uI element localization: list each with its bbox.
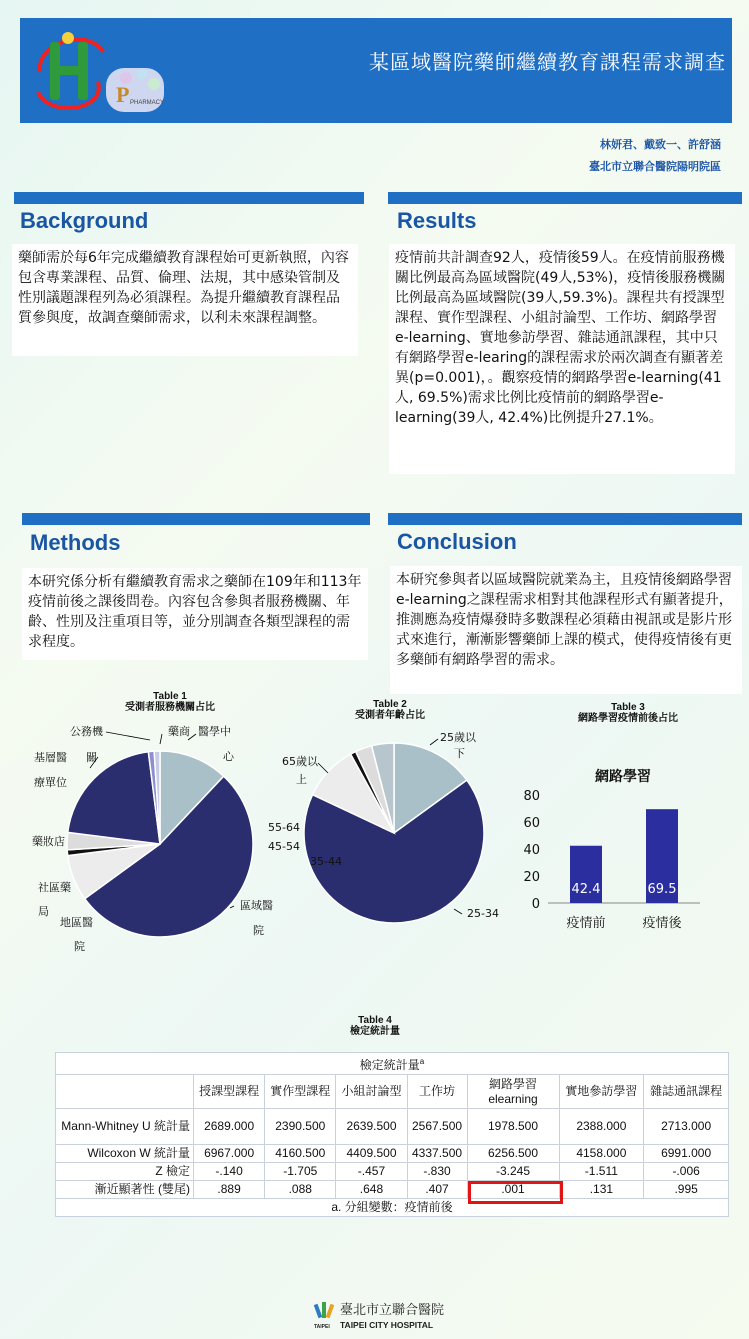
bar-y-tick-1: 20 — [523, 870, 540, 885]
col-header-group: 小組討論型 — [336, 1075, 407, 1109]
results-text: 疫情前共計調查92人，疫情後59人。在疫情前服務機關比例最高為區域醫院(49人,53%)，疫情後服務機關比例最高為區域醫院(39人,59.3%)。課程共有授課型課程、實作型課程、小組討論型、工作坊、網路學習e-learning、實地參訪學習、雜誌通訊課程，其中只有網路學習e-learing的課程需求於兩次調查有顯著差異(p=0.001)，。觀察疫情的網路學習e-learning(41人, 69.5%)需求比例比疫情前的網路學習e-learning(39人, 42.4%)比例提升27.1%。 — [389, 244, 735, 474]
bar-category-label-1: 疫情後 — [642, 916, 682, 931]
methods-title: Methods — [30, 530, 121, 555]
table-cell: 2390.500 — [265, 1109, 336, 1145]
bar-y-tick-4: 80 — [523, 789, 540, 804]
table4-caption-line1: Table 4 — [358, 1015, 392, 1026]
table2-pie-chart — [262, 725, 502, 935]
pharmacy-badge — [106, 68, 164, 112]
footer-small-mark: TAIPEI — [314, 1324, 330, 1330]
pie1-label-regional-2: 院 — [253, 924, 264, 937]
table-footnote: a. 分組變數：疫情前後 — [56, 1199, 729, 1217]
table2-caption-line2: 受測者年齡占比 — [355, 710, 425, 721]
conclusion-title: Conclusion — [397, 529, 517, 554]
authors-block — [589, 134, 721, 178]
table-cell: 6256.500 — [467, 1145, 559, 1163]
table-cell: 2713.000 — [644, 1109, 729, 1145]
table-header-title — [56, 1053, 729, 1075]
pie1-label-district-1: 地區醫 — [60, 916, 93, 929]
bar-data-label-0: 42.4 — [571, 882, 601, 897]
pie1-label-medical-center-1: 醫學中 — [198, 725, 231, 738]
table-corner-cell — [56, 1075, 194, 1109]
test-statistics-table — [55, 1052, 729, 1217]
table-cell: 2639.500 — [336, 1109, 407, 1145]
table-cell: 4337.500 — [407, 1145, 467, 1163]
table3-caption — [558, 702, 698, 724]
table-cell: -3.245 — [467, 1163, 559, 1181]
table-header-title-text: 檢定統計量 — [359, 1058, 420, 1072]
pie1-label-community-2: 局 — [38, 905, 49, 918]
col-header-lecture: 授課型課程 — [194, 1075, 265, 1109]
pie1-label-medical-center-2: 心 — [223, 750, 234, 763]
footer-name-zh: 臺北市立聯合醫院 — [340, 1303, 445, 1318]
table-cell: -1.511 — [559, 1163, 644, 1181]
pie2-label-25-34: 25-34 — [467, 907, 499, 920]
table-title-row — [56, 1053, 729, 1075]
table-cell: .131 — [559, 1181, 644, 1199]
col-header-elearning: 網路學習 elearning — [467, 1075, 559, 1109]
bar-chart-title: 網路學習 — [595, 769, 651, 785]
row-label: Z 檢定 — [56, 1163, 194, 1181]
pie1-label-pharma-sales: 藥商 — [168, 725, 190, 738]
pie1-label-primary-care-1: 基層醫 — [34, 751, 67, 764]
table-cell: 2388.000 — [559, 1109, 644, 1145]
table-row — [56, 1181, 729, 1199]
table-cell: .995 — [644, 1181, 729, 1199]
table1-caption — [100, 691, 240, 713]
table-cell: .889 — [194, 1181, 265, 1199]
table4-caption-line2: 檢定統計量 — [350, 1026, 400, 1037]
bar-y-tick-2: 40 — [523, 843, 540, 858]
table2-caption — [330, 699, 450, 721]
footer-name-en: TAIPEI CITY HOSPITAL — [340, 1320, 434, 1330]
pie1-label-regional-1: 區域醫 — [240, 899, 273, 912]
col-header-practical: 實作型課程 — [265, 1075, 336, 1109]
table-column-header-row — [56, 1075, 729, 1109]
methods-text: 本研究係分析有繼續教育需求之藥師在109年和113年疫情前後之課後問卷。內容包含參與者服務機關、年齡、性別及注重項目等，並分別調查各類型課程的需求程度。 — [22, 568, 368, 660]
table-cell: -.006 — [644, 1163, 729, 1181]
table1-pie-chart — [20, 718, 300, 958]
significance-highlight-box — [468, 1181, 563, 1204]
bar-data-label-1: 69.5 — [647, 882, 677, 897]
table-cell: 2689.000 — [194, 1109, 265, 1145]
methods-bar — [22, 513, 370, 525]
footer-hospital-logo — [312, 1298, 452, 1332]
pharmacy-badge-text: PHARMACY — [130, 100, 165, 106]
row-label: Mann-Whitney U 統計量 — [56, 1109, 194, 1145]
pie1-label-drugstore: 藥妝店 — [32, 835, 65, 848]
table-footnote-row — [56, 1199, 729, 1217]
table-cell: 4409.500 — [336, 1145, 407, 1163]
header-banner — [20, 18, 732, 123]
bar-category-label-0: 疫情前 — [566, 916, 606, 931]
table3-caption-line1: Table 3 — [611, 702, 645, 713]
bar-y-tick-3: 60 — [523, 816, 540, 831]
table3-bar-chart — [510, 755, 710, 945]
table-cell: .088 — [265, 1181, 336, 1199]
pie2-label-45-54: 45-54 — [268, 840, 300, 853]
table-cell: 4158.000 — [559, 1145, 644, 1163]
table-row — [56, 1145, 729, 1163]
results-bar — [388, 192, 742, 204]
page-title: 某區域醫院藥師繼續教育課程需求調查 — [369, 50, 726, 74]
col-header-workshop: 工作坊 — [407, 1075, 467, 1109]
background-title: Background — [20, 208, 149, 233]
conclusion-bar — [388, 513, 742, 525]
table-cell: 2567.500 — [407, 1109, 467, 1145]
pie1-label-primary-care-2: 關 — [86, 751, 97, 764]
pie1-label-district-2: 院 — [74, 940, 85, 953]
pie2-label-over65-1: 65歲以 — [282, 755, 318, 768]
background-text: 藥師需於每6年完成繼續教育課程始可更新執照，內容包含專業課程、品質、倫理、法規，其中感染管制及性別議題課程列為必須課程。為提升繼續教育課程品質參與度，故調查藥師需求，以利未來課程調整。 — [12, 244, 358, 356]
background-bar — [14, 192, 364, 204]
author-affiliation: 臺北市立聯合醫院陽明院區 — [589, 160, 721, 173]
table-cell: 4160.500 — [265, 1145, 336, 1163]
table1-caption-line2: 受測者服務機關占比 — [125, 702, 215, 713]
pie2-label-under25-2: 下 — [454, 747, 465, 760]
table-cell-significant: .001 — [467, 1181, 559, 1199]
table-cell: -.830 — [407, 1163, 467, 1181]
table-row — [56, 1163, 729, 1181]
pie2-label-under25-1: 25歲以 — [440, 731, 476, 744]
table-cell: 6991.000 — [644, 1145, 729, 1163]
row-label: Wilcoxon W 統計量 — [56, 1145, 194, 1163]
table-cell: .648 — [336, 1181, 407, 1199]
results-title: Results — [397, 208, 477, 233]
table-cell: 1978.500 — [467, 1109, 559, 1145]
table-header-sup: a — [419, 1057, 425, 1066]
table-row — [56, 1109, 729, 1145]
table-cell: -.457 — [336, 1163, 407, 1181]
pie1-label-community-1: 社區藥 — [38, 881, 71, 894]
table4-caption — [300, 1015, 450, 1037]
author-names: 林妍君、戴致一、許舒涵 — [600, 138, 721, 151]
pie1-label-primary-care-3: 療單位 — [34, 776, 67, 789]
table-cell: .407 — [407, 1181, 467, 1199]
pharmacy-initial: P — [116, 82, 130, 107]
pie2-label-35-44: 35-44 — [310, 855, 342, 868]
hospital-logo — [28, 22, 178, 120]
table2-caption-line1: Table 2 — [373, 699, 407, 710]
table-cell: -1.705 — [265, 1163, 336, 1181]
table-cell: 6967.000 — [194, 1145, 265, 1163]
table-cell: -.140 — [194, 1163, 265, 1181]
pie2-label-55-64: 55-64 — [268, 821, 300, 834]
col-header-site-visit: 實地參訪學習 — [559, 1075, 644, 1109]
pie2-label-over65-2: 上 — [296, 773, 307, 786]
table1-caption-line1: Table 1 — [153, 691, 187, 702]
conclusion-text: 本研究參與者以區域醫院就業為主，且疫情後網路學習e-learning之課程需求相對其他課程形式有顯著提升，推測應為疫情爆發時多數課程必須藉由視訊或是影片形式來進行，漸漸影響藥師上課的模式，使得疫情後有更多藥師有網路學習的需求。 — [390, 566, 742, 694]
pie1-slice-5 — [68, 752, 160, 844]
table3-caption-line2: 網路學習疫情前後占比 — [578, 713, 678, 724]
row-label: 漸近顯著性 (雙尾) — [56, 1181, 194, 1199]
pie1-label-public-agency: 公務機 — [70, 725, 103, 738]
col-header-magazine: 雜誌通訊課程 — [644, 1075, 729, 1109]
bar-y-tick-0: 0 — [531, 897, 540, 912]
